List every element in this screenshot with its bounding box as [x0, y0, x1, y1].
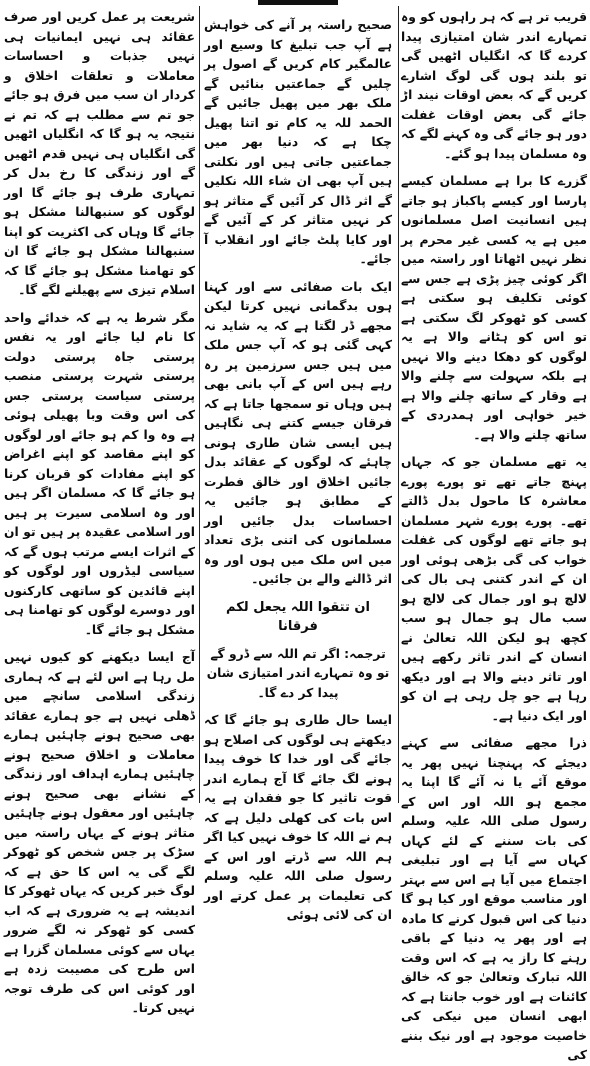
quran-verse: ان تتقوا اللہ یجعل لکم فرقانا [226, 599, 370, 634]
column-divider [398, 6, 399, 803]
paragraph: ایک بات صفائی سے اور کہنا ہوں بدگمانی نہیں کرتا لیکن مجھے ڈر لگتا ہے کہ یہ شاید نہ کہی گئی ہو کہ آپ جس ملک میں ہیں جس سرزمین پر رہ رہے ہیں اس کے آپ بانی بھی ہیں وہاں تو سمجھا جاتا ہے کہ فرقان جیسے کتنے ہی نگاہیں ہیں ایسی شان طاری ہونی چاہئے کہ لوگوں کے عقائد بدل جائیں اخلاق اور خالق فطرت کے مطابق ہو جائیں یہ احساسات بدل جائیں اور مسلمانوں کی اتنی بڑی تعداد میں اس ملک میں ہوں اور وہ اثر ڈالنے والے بن جائیں۔ [204, 279, 392, 586]
paragraph: ذرا مجھے صفائی سے کہنے دیجئے کہ پہنچنا نہیں پھر یہ موقع آئے یا نہ آئے گا اپنا یہ مجمع ہو اللہ اور اس کے رسول صلی اللہ علیہ وسلم کی بات سننے کے لئے کہاں کہاں سے آیا ہے اور تبلیغی اجتماع میں آیا ہے اس سے بہتر اور مناسب موقع اور کیا ہو گا دنیا کی اس قبول کرنے کا مادہ ہے اور پھر یہ دنیا کے باقی رہنے کا راز یہ ہے کہ اس وقت اللہ تبارک وتعالیٰ جو کہ خالق کائنات ہے اور خوب جانتا ہے کہ ابھی انسان میں نیکی کی خاصیت موجود ہے اور نیک بننے کی [401, 736, 587, 1062]
paragraph: یہ تھے مسلمان جو کہ جہاں پہنچ جاتے تھے تو پورے پورے معاشرہ کا ماحول بدل ڈالتے تھے۔ پورے پورے شہر مسلمان ہو جاتے تھے لوگوں کی غفلت خواب کی گی بڑھی ہوئی اور ان کے اندر کتنی ہی بال کی لالچ ہو اور جمال کی لالچ ہو سب مال ہو جمال ہو سب کچھ ہو لیکن اللہ تعالیٰ نے انسان کے اندر تاثر رکھے ہیں اور تاثر دینے والا ہے اور دیکھ رہا ہے جو چل رہی ہے ان کو اور ایک دنیا ہے۔ [401, 455, 587, 723]
paragraph: قریب تر ہے کہ ہر راہوں کو وہ تمہارے اندر شان امتیازی پیدا کردے گا کہ انگلیاں اٹھیں گی تو بلند ہوں گی لوگ اشارے کریں گے کہ بعض اوقات نیند اڑ جائے گی بعض اوقات غفلت دور ہو جائے گی وہ کہنے لگے کہ وہ مسلمان پیدا ہو گئے۔ [401, 10, 587, 161]
header-rule [258, 0, 338, 5]
paragraph: ایسا حال طاری ہو جائے گا کہ دیکھتے ہی لوگوں کی اصلاح ہو جائے گی اور خدا کا خوف پیدا ہونے لگ جائے گا آج ہمارے اندر قوت تاثیر کا جو فقدان ہے یہ اس بات کی کھلی دلیل ہے کہ ہم نے اللہ کا خوف نہیں کیا اگر ہم اللہ سے ڈرتے اور اس کے رسول صلی اللہ علیہ وسلم کی تعلیمات پر عمل کرتے اور ان کی لائی ہوئی [204, 713, 392, 922]
paragraph: شریعت پر عمل کریں اور صرف عقائد ہی نہیں ایمانیات ہی نہیں جذبات و احساسات معاملات و تعلقات اخلاق و کردار ان سب میں فرق ہو جائے جو تم سے مطلب ہے کہ تم نے نتیجہ یہ ہو گا کہ انگلیاں اٹھیں گی انگلیاں ہی نہیں قدم اٹھیں گے اور زندگی کا رخ بدل کر تمہاری طرف ہو جائے گا اور لوگوں کو سنبھالنا مشکل ہو جائے گا وہاں کی اکثریت کو اپنا سنبھالنا مشکل ہو جائے گا ان کو تھامنا مشکل ہو جائے گا کہ اسلام تیزی سے پھیلنے لگے گا۔ [4, 10, 195, 297]
text-column-right [401, 8, 587, 1062]
paragraph: آج ایسا دیکھنے کو کیوں نہیں مل رہا ہے اس لئے ہے کہ ہماری زندگی اسلامی سانچے میں ڈھلی نہیں ہے جو ہمارے عقائد بھی صحیح ہونے چاہئیں ہمارے معاملات و اخلاق صحیح ہونے چاہئیں ہمارے اہداف اور زندگی کے نشانے بھی صحیح ہونے چاہئیں اور معقول ہونے چاہئیں متاثر ہونے کے یہاں راستہ میں سڑک پر جس شخص کو ٹھوکر لگے گی یہ اس کا حق ہے کہ لوگ خبر کریں کہ یہاں ٹھوکر کا اندیشہ ہے یہ ضروری ہے کہ اب کسی کو ٹھوکر نہ لگے ضرور یہاں سے کوئی مسلمان گزرا ہے اس طرح کی مصیبت زدہ ہے اور کوئی اس کی طرف توجہ نہیں کرتا۔ [4, 650, 195, 1015]
paragraph: گزرے کا برا ہے مسلمان کیسے پارسا اور کیسے پاکباز ہو جاتے ہیں انسانیت اصل مسلمانوں میں ہے یہ کسی غیر محرم پر نظر نہیں اٹھاتا اور راستہ میں اگر کوئی چیز پڑی ہے جس سے کوئی تکلیف ہو سکتی ہے کسی کو ٹھوکر لگ سکتی ہے تو اس کو ہٹانے والا ہے یہ لوگوں کو دھکا دینے والا نہیں ہے بلکہ سہولت سے چلنے والا ہے وقار کے ساتھ چلنے والا ہے خیر خواہی اور ہمدردی کے ساتھ چلنے والا ہے۔ [401, 174, 587, 442]
text-column-middle [204, 16, 392, 922]
column-divider [199, 6, 200, 803]
text-column-left [4, 8, 195, 1015]
paragraph: صحیح راستہ پر آنے کی خواہش ہے آپ جب تبلیغ کا وسیع اور عالمگیر کام کریں گے اصول پر چلیں گے جماعتیں بنائیں گے ملک بھر میں پھیل جائیں گے الحمد للہ یہ کام تو اتنا پھیل چکا ہے کہ دنیا بھر میں جماعتیں جاتی ہیں اور نکلتی ہیں آپ بھی ان شاء اللہ نکلیں گے اثر ڈال کر آئیں گے متاثر ہو کر نہیں متاثر کر کے آئیں گے اور کایا پلٹ جائے اور انقلاب آ جائے۔ [204, 18, 392, 266]
verse-translation: ترجمہ: اگر تم اللہ سے ڈرو گے تو وہ تمہارے اندر امتیازی شان پیدا کر دے گا۔ [206, 646, 390, 700]
paragraph: مگر شرط یہ ہے کہ خدائے واحد کا نام لیا جائے اور یہ نفس پرستی جاہ پرستی دولت پرستی شہرت پرستی منصب پرستی سیاست پرستی جس کی اس وقت وبا پھیلی ہوئی ہے وہ وا کم ہو جائے اور لوگوں کو اپنے مقاصد کو اپنے اغراض کو اپنے مفادات کو قربان کرنا ہو جائے گا کہ مسلمان اگر ہیں اور وہ اسلامی سیرت پر ہیں اور اسلامی عقیدہ پر ہیں تو ان کے اثرات ایسے مرتب ہوں گے کہ سیاسی لیڈروں اور لوگوں کو اپنے قائدین کو ساتھی کارکنوں اور دوسرے لوگوں کو تھامنا ہی مشکل ہو جائے گا۔ [4, 310, 195, 637]
